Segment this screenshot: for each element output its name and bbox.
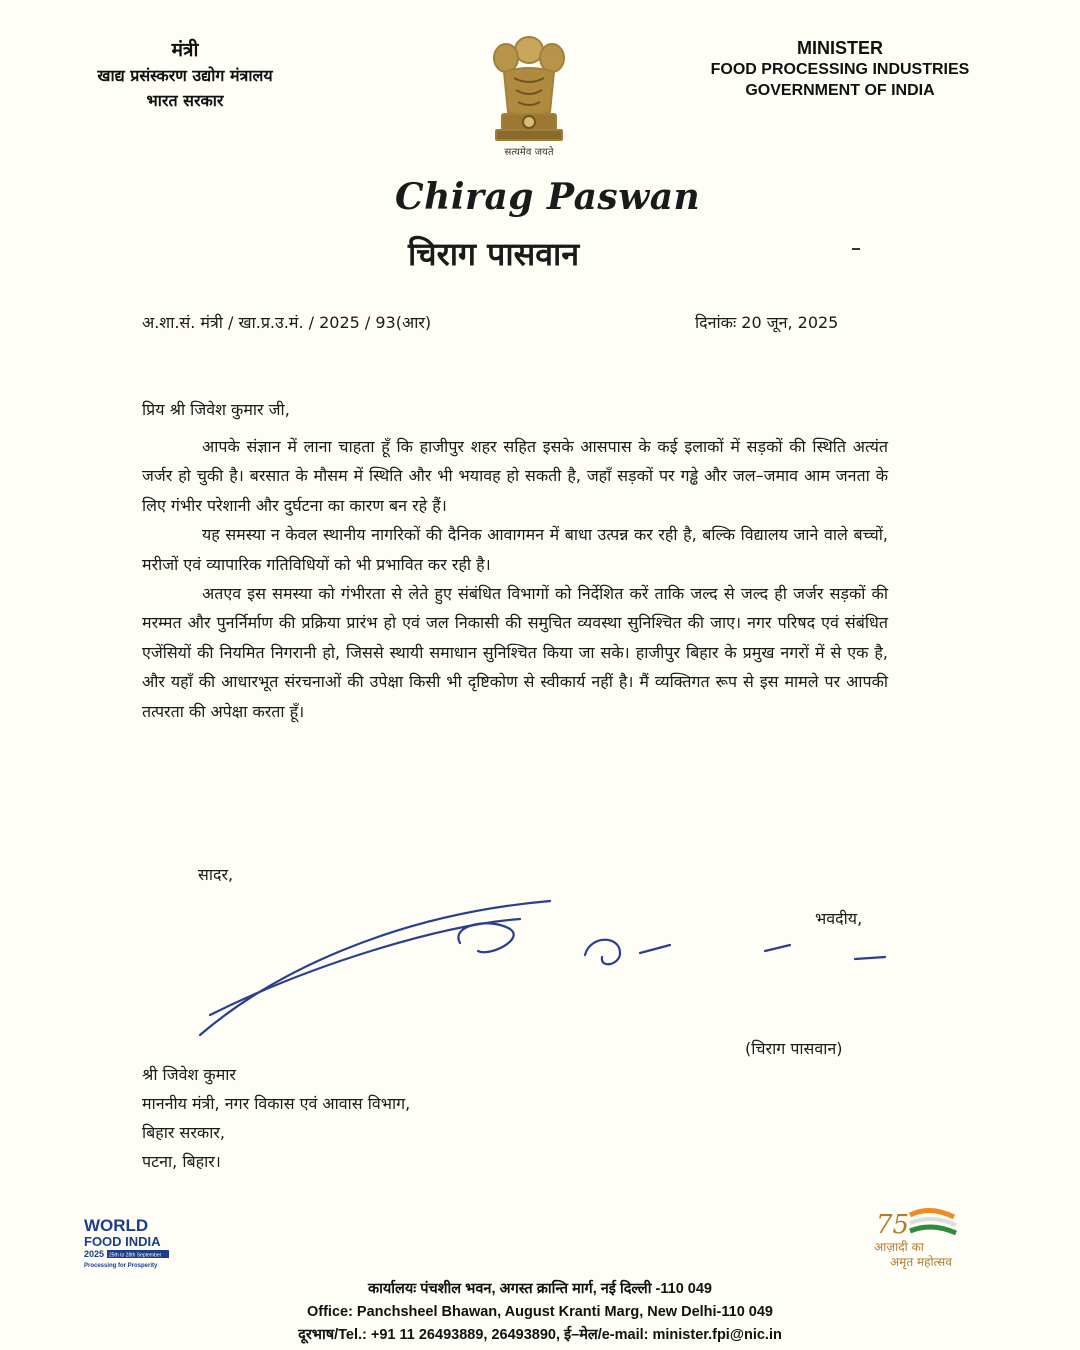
addressee-government: बिहार सरकार,	[142, 1123, 225, 1142]
wfi-tagline-text: Processing for Prosperity	[84, 1263, 158, 1269]
world-food-india-logo	[82, 1215, 182, 1271]
addressee-name: श्री जिवेश कुमार	[142, 1065, 236, 1084]
signoff: भवदीय,	[815, 909, 863, 928]
handwritten-signature	[190, 895, 890, 1040]
azadi-line1-text: आज़ादी का	[874, 1240, 924, 1254]
salutation: प्रिय श्री जिवेश कुमार जी,	[142, 400, 290, 419]
letterhead-name-english: Chirag Paswan	[395, 176, 701, 218]
signer-name: (चिराग पासवान)	[745, 1039, 843, 1058]
azadi-ka-amrit-mahotsav-logo	[870, 1205, 975, 1271]
margin-mark	[852, 248, 860, 250]
azadi-number-text: 75	[876, 1210, 910, 1240]
wfi-year-text: 2025	[84, 1249, 105, 1259]
footer-hindi-address: कार्यालयः पंचशील भवन, अगस्त क्रान्ति मार्ग, नई दिल्ली -110 049	[367, 1281, 712, 1297]
header-english-government: GOVERNMENT OF INDIA	[745, 82, 935, 99]
wfi-food-india-text: FOOD INDIA	[84, 1234, 161, 1249]
wfi-dates-text: 25th to 28th September	[109, 1252, 162, 1259]
azadi-line2-text: अमृत महोत्सव	[890, 1255, 952, 1269]
reference-number: अ.शा.सं. मंत्री / खा.प्र.उ.मं. / 2025 / 93(आर)	[142, 313, 432, 332]
header-english-ministry: FOOD PROCESSING INDUSTRIES	[710, 61, 970, 78]
footer-contact: दूरभाष/Tel.: +91 11 26493889, 26493890, ई–मेल/e-mail: minister.fpi@nic.in	[298, 1327, 782, 1343]
letter-body	[142, 432, 888, 726]
header-english-title: MINISTER	[796, 38, 883, 58]
letterhead-footer	[0, 1278, 1080, 1347]
header-english	[690, 38, 990, 101]
addressee	[142, 1060, 410, 1176]
body-paragraph: आपके संज्ञान में लाना चाहता हूँ कि हाजीपुर शहर सहित इसके आसपास के कई इलाकों में सड़कों की स्थिति अत्यंत जर्जर हो चुकी है। बरसात के मौसम में स्थिति और भी भयावह हो सकती है, जहाँ सड़कों पर गड्ढे और जल–जमाव आम जनता के लिए गंभीर परेशानी और दुर्घटना का कारण बन रहे हैं।	[142, 437, 888, 515]
wfi-world-text: WORLD	[84, 1216, 149, 1235]
emblem-caption: सत्यमेव जयते	[504, 147, 554, 158]
header-hindi	[40, 38, 330, 113]
header-hindi-government: भारत सरकार	[146, 91, 224, 110]
letterhead-name-hindi: चिराग पासवान	[408, 235, 580, 273]
addressee-city: पटना, बिहार।	[142, 1152, 221, 1171]
addressee-designation: माननीय मंत्री, नगर विकास एवं आवास विभाग,	[142, 1094, 411, 1113]
closing: सादर,	[198, 865, 234, 884]
footer-english-address: Office: Panchsheel Bhawan, August Kranti Marg, New Delhi-110 049	[306, 1304, 773, 1320]
header-hindi-ministry: खाद्य प्रसंस्करण उद्योग मंत्रालय	[97, 66, 273, 85]
body-paragraph: यह समस्या न केवल स्थानीय नागरिकों की दैनिक आवागमन में बाधा उत्पन्न कर रही है, बल्कि विद्यालय जाने वाले बच्चों, मरीजों एवं व्यापारिक गतिविधियों को भी प्रभावित कर रही है।	[142, 525, 888, 574]
header-hindi-title: मंत्री	[171, 39, 199, 61]
body-paragraph: अतएव इस समस्या को गंभीरता से लेते हुए संबंधित विभागों को निर्देशित करें ताकि जल्द से जल्द ही जर्जर सड़कों की मरम्मत और पुनर्निर्माण की प्रक्रिया प्रारंभ हो एवं जल निकासी की समुचित व्यवस्था सुनिश्चित की जाए। नगर परिषद एवं संबंधित एजेंसियों की नियमित निगरानी हो, जिससे स्थायी समाधान सुनिश्चित किया जा सके। हाजीपुर बिहार के प्रमुख नगरों में से एक है, और यहाँ की आधारभूत संरचनाओं की उपेक्षा किसी भी दृष्टिकोण से स्वीकार्य नहीं है। मैं व्यक्तिगत रूप से इस मामले पर आपकी तत्परता की अपेक्षा करता हूँ।	[142, 584, 888, 721]
letter-date: दिनांकः 20 जून, 2025	[695, 313, 839, 332]
